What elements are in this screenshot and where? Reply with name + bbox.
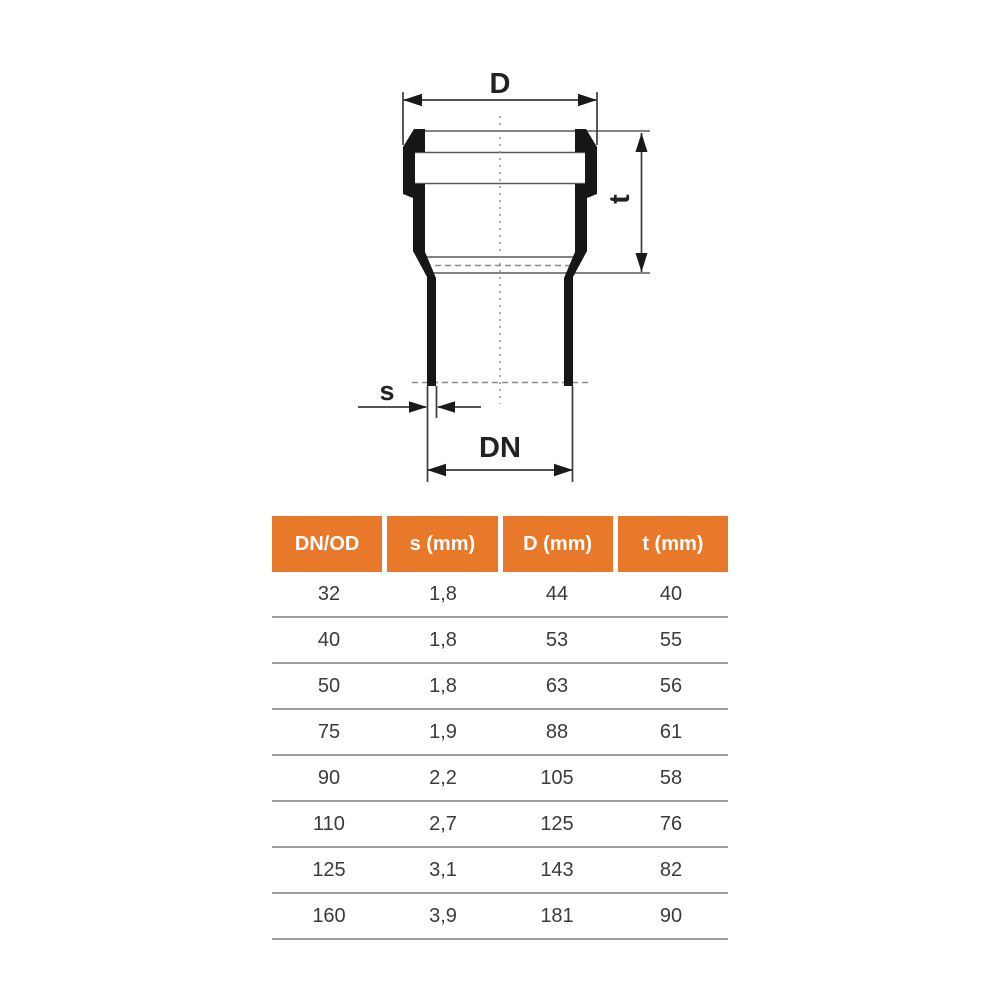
cell-s: 1,8 [429, 674, 457, 697]
table-row [272, 848, 728, 894]
dimension-s [358, 376, 481, 482]
cell-d: 125 [540, 812, 574, 835]
cell-t: 90 [659, 904, 683, 927]
table-row [272, 756, 728, 802]
cell-d: 53 [545, 628, 569, 651]
cell-s: 3,1 [429, 858, 457, 881]
cell-t: 76 [659, 812, 683, 835]
column-header-dnod: DN/OD [272, 516, 382, 572]
cell-d: 88 [545, 720, 569, 743]
cell-d: 63 [545, 674, 569, 697]
cell-dnod: 125 [312, 858, 346, 881]
dn-arrow-left [427, 464, 446, 476]
cell-t: 55 [659, 628, 683, 651]
cell-dnod: 50 [317, 674, 341, 697]
cell-dnod: 160 [312, 904, 346, 927]
column-header-t: t (mm) [618, 516, 728, 572]
dimension-t [604, 133, 648, 272]
cell-t: 61 [659, 720, 683, 743]
column-header-s: s (mm) [387, 516, 497, 572]
hidden-lines [412, 116, 588, 404]
cell-t: 40 [659, 582, 683, 605]
cell-t: 82 [659, 858, 683, 881]
cell-s: 1,8 [429, 582, 457, 605]
dimension-table [272, 516, 728, 940]
cell-d: 44 [545, 582, 569, 605]
cell-s: 3,9 [429, 904, 457, 927]
t-arrow-bottom [636, 253, 648, 272]
d-arrow-right [578, 94, 597, 106]
table-row [272, 894, 728, 940]
table-body [272, 572, 728, 940]
cell-t: 58 [659, 766, 683, 789]
d-arrow-left [403, 94, 422, 106]
cell-dnod: 90 [317, 766, 341, 789]
cell-dnod: 32 [317, 582, 341, 605]
table-row [272, 710, 728, 756]
cell-d: 105 [540, 766, 574, 789]
s-label: s [379, 376, 395, 406]
cell-dnod: 75 [317, 720, 341, 743]
table-row [272, 802, 728, 848]
s-arrow-left [409, 401, 427, 413]
dimension-d [403, 68, 597, 145]
d-label: D [489, 68, 511, 100]
cell-dnod: 40 [317, 628, 341, 651]
dimension-dn [427, 386, 573, 482]
cell-s: 1,9 [429, 720, 457, 743]
table-row [272, 618, 728, 664]
t-arrow-top [636, 133, 648, 152]
cell-s: 1,8 [429, 628, 457, 651]
table-row [272, 572, 728, 618]
cell-dnod: 110 [313, 812, 345, 835]
s-arrow-right [437, 401, 455, 413]
cell-d: 143 [540, 858, 574, 881]
cell-t: 56 [659, 674, 683, 697]
dn-arrow-right [554, 464, 573, 476]
column-header-d: D (mm) [503, 516, 613, 572]
table-row [272, 664, 728, 710]
dn-label: DN [479, 432, 521, 464]
table-header-row [272, 516, 728, 572]
t-label: t [604, 194, 636, 204]
cell-s: 2,2 [429, 766, 457, 789]
cell-s: 2,7 [429, 812, 457, 835]
cell-d: 181 [540, 904, 574, 927]
